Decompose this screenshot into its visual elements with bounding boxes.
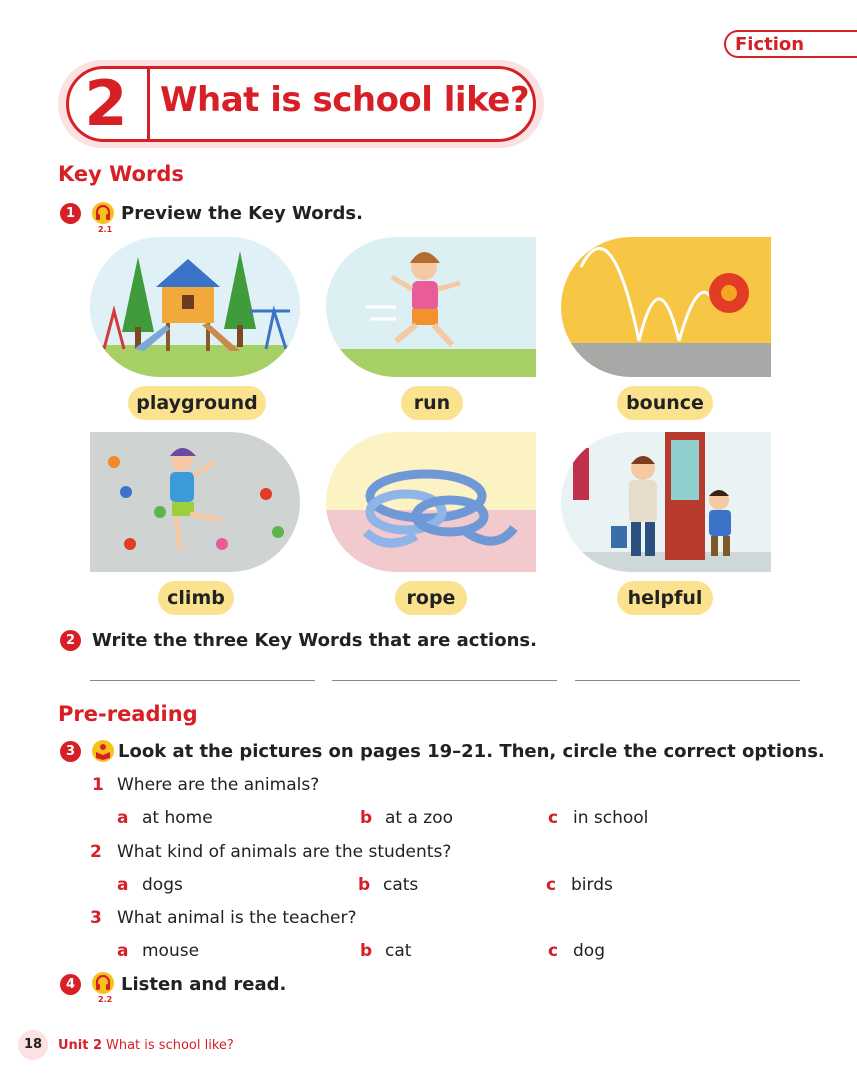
word-label-climb: climb bbox=[158, 581, 234, 615]
question-1-number: 1 bbox=[92, 775, 104, 795]
title-divider bbox=[147, 66, 150, 142]
q2-option-a-letter[interactable]: a bbox=[117, 875, 129, 895]
key-words-heading: Key Words bbox=[58, 162, 184, 186]
page-title: What is school like? bbox=[160, 80, 530, 120]
word-label-rope: rope bbox=[395, 581, 467, 615]
headphones-icon[interactable] bbox=[92, 202, 114, 224]
q3-option-b-letter[interactable]: b bbox=[360, 941, 373, 961]
q3-option-c-letter[interactable]: c bbox=[548, 941, 559, 961]
q3-option-a-letter[interactable]: a bbox=[117, 941, 129, 961]
run-picture bbox=[326, 237, 536, 377]
answer-line-1[interactable] bbox=[90, 680, 315, 681]
playground-picture bbox=[90, 237, 300, 377]
exercise-3-instruction: Look at the pictures on pages 19–21. Then, circle the correct options. bbox=[118, 741, 825, 762]
q2-option-b[interactable]: cats bbox=[383, 875, 419, 895]
q2-option-c-letter[interactable]: c bbox=[546, 875, 557, 895]
helpful-picture bbox=[561, 432, 771, 572]
footer-unit-label: Unit 2 bbox=[58, 1038, 103, 1053]
rope-picture bbox=[326, 432, 536, 572]
page-number: 18 bbox=[18, 1030, 48, 1060]
question-3-number: 3 bbox=[90, 908, 102, 928]
q1-option-c[interactable]: in school bbox=[573, 808, 649, 828]
word-label-helpful: helpful bbox=[617, 581, 713, 615]
q1-option-b[interactable]: at a zoo bbox=[385, 808, 454, 828]
q3-option-b[interactable]: cat bbox=[385, 941, 412, 961]
q3-option-c[interactable]: dog bbox=[573, 941, 605, 961]
unit-number: 2 bbox=[84, 67, 128, 140]
q2-option-a[interactable]: dogs bbox=[142, 875, 183, 895]
footer-unit-title: What is school like? bbox=[106, 1038, 234, 1053]
exercise-1-instruction: Preview the Key Words. bbox=[121, 203, 363, 224]
q1-option-a-letter[interactable]: a bbox=[117, 808, 129, 828]
q1-option-b-letter[interactable]: b bbox=[360, 808, 373, 828]
q2-option-b-letter[interactable]: b bbox=[358, 875, 371, 895]
question-1-text: Where are the animals? bbox=[117, 775, 320, 795]
climb-picture bbox=[90, 432, 300, 572]
bounce-picture bbox=[561, 237, 771, 377]
q1-option-a[interactable]: at home bbox=[142, 808, 213, 828]
pre-reading-heading: Pre-reading bbox=[58, 702, 198, 726]
q3-option-a[interactable]: mouse bbox=[142, 941, 200, 961]
exercise-3-badge: 3 bbox=[60, 741, 81, 762]
q2-option-c[interactable]: birds bbox=[571, 875, 613, 895]
answer-line-3[interactable] bbox=[575, 680, 800, 681]
fiction-tab bbox=[724, 30, 857, 58]
question-2-number: 2 bbox=[90, 842, 102, 862]
question-3-text: What animal is the teacher? bbox=[117, 908, 357, 928]
answer-line-2[interactable] bbox=[332, 680, 557, 681]
word-label-run: run bbox=[401, 386, 463, 420]
exercise-2-instruction: Write the three Key Words that are actions. bbox=[92, 630, 537, 651]
q1-option-c-letter[interactable]: c bbox=[548, 808, 559, 828]
book-reading-icon bbox=[92, 740, 114, 762]
word-label-bounce: bounce bbox=[617, 386, 713, 420]
word-label-playground: playground bbox=[128, 386, 266, 420]
audio-track-code: 2.2 bbox=[98, 995, 113, 1004]
exercise-1-badge: 1 bbox=[60, 203, 81, 224]
exercise-4-badge: 4 bbox=[60, 974, 81, 995]
audio-track-code: 2.1 bbox=[98, 225, 113, 234]
exercise-4-instruction: Listen and read. bbox=[121, 974, 287, 995]
headphones-icon[interactable] bbox=[92, 972, 114, 994]
exercise-2-badge: 2 bbox=[60, 630, 81, 651]
question-2-text: What kind of animals are the students? bbox=[117, 842, 452, 862]
fiction-tab-label: Fiction bbox=[735, 34, 805, 55]
